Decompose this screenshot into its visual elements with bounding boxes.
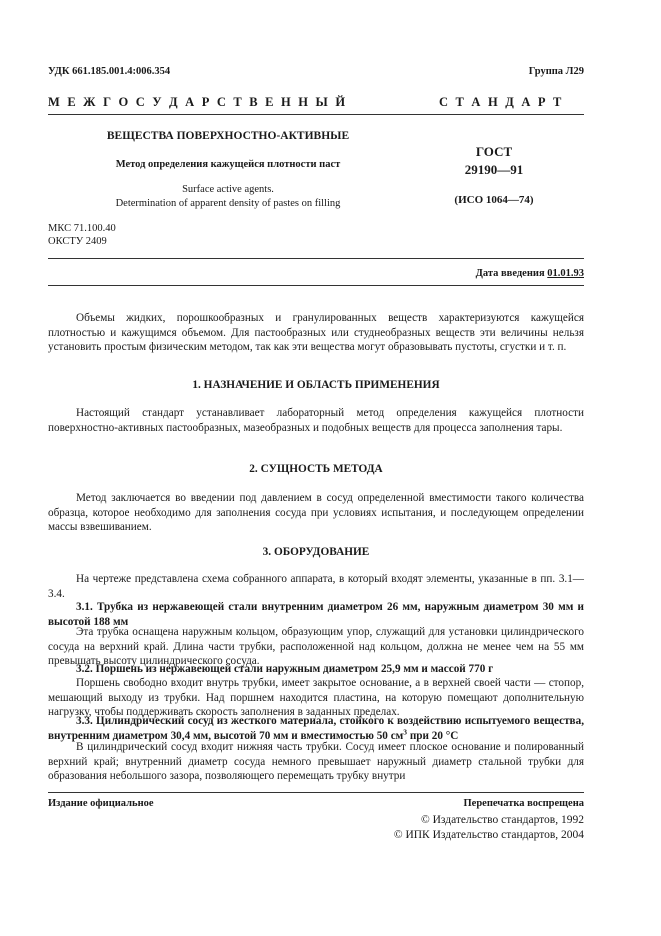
section-2-heading: 2. СУЩНОСТЬ МЕТОДА bbox=[249, 463, 383, 475]
gost-number: 29190—91 bbox=[464, 162, 524, 177]
introduction-date-value: 01.01.93 bbox=[547, 268, 584, 279]
official-edition: Издание официальное bbox=[48, 798, 154, 809]
section-3-3-text: В цилиндрический сосуд входит нижняя часть трубки. Сосуд имеет плоское основание и полированный верхний край; внутренний диаметр сосуда немного превышает наружный диаметр стальной трубки для образования небольшого зазора, позволяющего перемещать трубку внутри bbox=[48, 741, 584, 782]
section-2-text: Метод заключается во введении под давлением в сосуд определенной вместимости такого количества образца, которое необходимо для заполнения сосуда при условиях испытания, и последующем определении массы взвешиванием. bbox=[48, 492, 584, 533]
section-3-intro: На чертеже представлена схема собранного аппарата, в который входят элементы, указанные в пп. 3.1—3.4. bbox=[48, 573, 584, 600]
copyright-1992: © Издательство стандартов, 1992 bbox=[420, 814, 584, 826]
intro-paragraph: Объемы жидких, порошкообразных и гранулированных веществ характеризуются кажущейся плотностью и кажущимся объемом. Для пастообразных или студнеобразных веществ эти величины нельзя установить простым физическим методом, так как эти вещества могут образовывать пустоты, сгустки и т. п. bbox=[48, 312, 584, 353]
introduction-date bbox=[476, 268, 584, 279]
reprint-notice: Перепечатка воспрещена bbox=[463, 798, 584, 809]
copyright-2004: © ИПК Издательство стандартов, 2004 bbox=[393, 829, 584, 841]
banner-left: М Е Ж Г О С У Д А Р С Т В Е Н Н Ы Й bbox=[48, 95, 348, 109]
okstu-code: ОКСТУ 2409 bbox=[48, 236, 107, 247]
udc-code: УДК 661.185.001.4:006.354 bbox=[48, 66, 171, 77]
section-3-1-heading: 3.1. Трубка из нержавеющей стали внутренним диаметром 26 мм, наружным диаметром 30 мм и высотой 188 мм bbox=[48, 601, 584, 628]
section-1-text: Настоящий стандарт устанавливает лабораторный метод определения кажущейся плотности поверхностно-активных пастообразных, мазеобразных и подобных веществ для процесса заполнения тары. bbox=[48, 407, 584, 434]
section-3-3-heading-end: при 20 °С bbox=[407, 729, 459, 742]
section-3-3-superscript: 3 bbox=[403, 726, 408, 736]
date-rule bbox=[48, 285, 584, 286]
group-code: Группа Л29 bbox=[528, 66, 584, 77]
iso-reference: (ИСО 1064—74) bbox=[454, 194, 534, 206]
section-1-heading: 1. НАЗНАЧЕНИЕ И ОБЛАСТЬ ПРИМЕНЕНИЯ bbox=[192, 379, 440, 391]
section-3-2-heading: 3.2. Поршень из нержавеющей стали наружным диаметром 25,9 мм и массой 770 г bbox=[76, 663, 494, 675]
section-3-3-heading bbox=[48, 714, 584, 743]
english-title-line1: Surface active agents. bbox=[182, 184, 274, 195]
standard-title: ВЕЩЕСТВА ПОВЕРХНОСТНО-АКТИВНЫЕ bbox=[106, 130, 350, 142]
introduction-date-label: Дата введения bbox=[475, 268, 545, 279]
section-3-3-heading-main: 3.3. Цилиндрический сосуд из жесткого материала, стойкого к воздействию испытуемого вещества, внутренним диаметром 30,4 мм, высотой 70 мм и вместимостью 50 см bbox=[48, 715, 584, 742]
section-3-1-text: Эта трубка оснащена наружным кольцом, образующим упор, служащий для установки цилиндрического сосуда на верхний край. Длина части трубки, расположенной над кольцом, должна не менее чем на 55 мм превышать высоту цилиндрического сосуда. bbox=[48, 626, 584, 667]
english-title-line2: Determination of apparent density of pastes on filling bbox=[115, 198, 341, 209]
section-3-heading: 3. ОБОРУДОВАНИЕ bbox=[262, 546, 370, 558]
banner-right: С Т А Н Д А Р Т bbox=[439, 95, 564, 109]
footer-rule bbox=[48, 792, 584, 793]
mks-code: МКС 71.100.40 bbox=[48, 223, 116, 234]
standard-subtitle: Метод определения кажущейся плотности паст bbox=[115, 159, 341, 170]
title-rule bbox=[48, 258, 584, 259]
gost-label: ГОСТ bbox=[475, 144, 513, 159]
header-rule bbox=[48, 114, 584, 115]
section-3-2-text: Поршень свободно входит внутрь трубки, имеет закрытое основание, а в верхней своей части — стопор, мешающий выходу из трубки. Над поршнем находится пластина, на которую помещают дополнительную нагрузку, чтобы поддерживать скорость заполнения в заданных пределах. bbox=[48, 677, 584, 718]
